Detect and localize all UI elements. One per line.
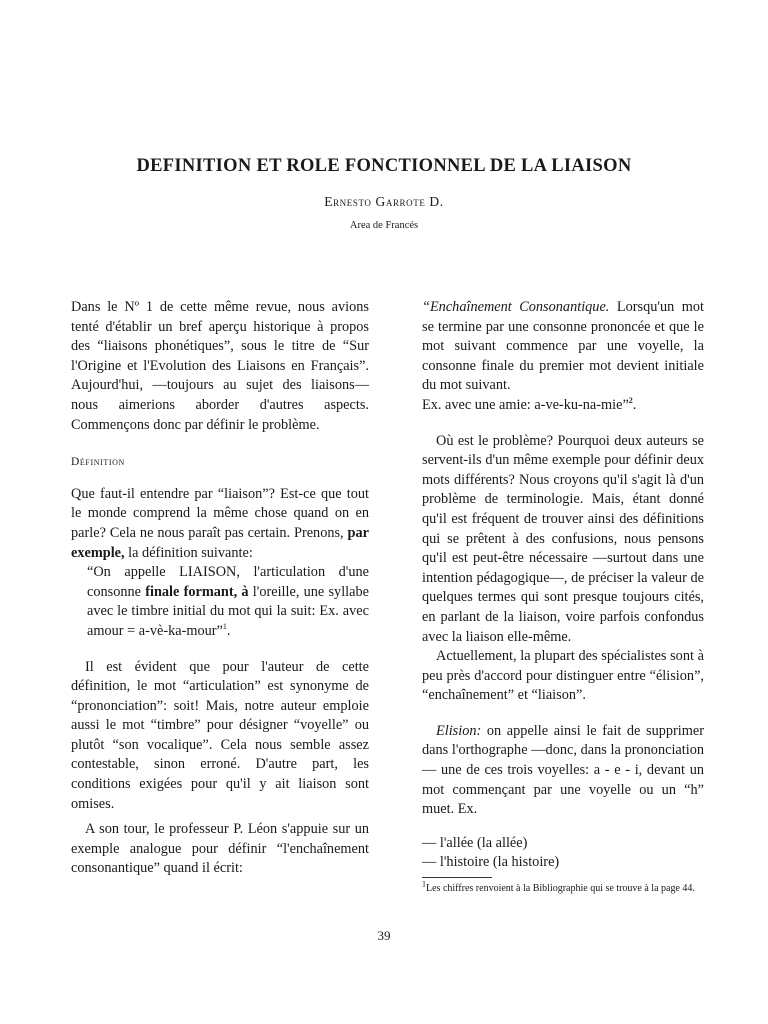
analysis-paragraph: Il est évident que pour l'auteur de cette définition, le mot “articulation” est synonyme de “prononciation”: soit! Mais, notre auteur emploie aussi le mot “timbre” pour désigner “voyelle” ou plutôt “son vocalique”. Cela nous semble assez contestable, sinon erroné. D'autre part, les conditions exigées pour qu'il y ait liaison sont omises. [71,658,369,812]
definition-text-c: la définition suivante: [124,544,253,561]
definition-paragraph [71,485,369,563]
footnote [422,881,712,897]
elision-text: on appelle ainsi le fait de supprimer dans l'orthographe —donc, dans la prononciation— une de ces trois voyelles: a - e - i, devant un mot commençant par une voyelle ou un “h” muet. Ex. [422,722,704,818]
enchainement-example: Ex. avec une amie: a-ve-ku-na-mie” [422,396,629,413]
footnote-text: Les chiffres renvoient à la Bibliographie qui se trouve à la page 44. [426,883,695,894]
list-item: — l'histoire (la histoire) [422,854,560,871]
liaison-quote [87,563,369,641]
page-number: 39 [377,928,391,943]
elision-paragraph [422,722,704,820]
definition-text-a: Que faut-il entendre par “liaison”? Est-ce que tout le monde comprend la même chose quand on en parle? Cela ne nous paraît pas certain. Prenons, [71,485,369,541]
footnote-ref-1: 1 [222,622,227,632]
intro-paragraph: Dans le Nº 1 de cette même revue, nous avions tenté d'établir un bref aperçu historique à propos des “liaisons phonétiques”, sous le titre de “Sur l'Origine et l'Evolution des Liaisons en Français”. Aujourd'hui, —toujours au sujet des liaisons— nous aimerions aborder d'autres aspects. Commençons donc par définir le problème. [71,299,369,433]
problem-paragraph: Où est le problème? Pourquoi deux auteurs se servent-ils d'un même exemple pour définir deux mots différents? Nous croyons qu'il s'agit là d'un problème de terminologie. Mais, étant donné qu'il est fréquent de trouver ainsi des définitions qui se prêtent à des confusions, nous pensons qu'il est peut-être nécessaire —surtout dans une intention pédagogique—, de préciser la valeur de quelques termes qui sont presque toujours cités, en parlant de la liaison, voire parfois confondus avec la liaison elle-même. [422,432,704,645]
quote-text-bold: finale formant, à [145,583,249,600]
right-column [422,298,704,873]
enchainement-end: . [632,396,637,413]
elision-examples [422,834,704,873]
quote-end: . [226,622,231,639]
elision-term: Elision: [436,722,482,739]
author-name: Ernesto Garrote D. [324,194,444,209]
author-affiliation: Area de Francés [349,220,419,231]
leon-paragraph: A son tour, le professeur P. Léon s'appuie sur un exemple analogue pour définir “l'enchaînement consonantique” quand il écrit: [71,821,369,877]
list-item: — l'allée (la allée) [422,834,528,851]
enchainement-quote [422,298,704,416]
footnote-divider [422,877,492,878]
definition-text-bold: par exemple, [71,524,369,561]
specialists-paragraph: Actuellement, la plupart des spécialistes sont à peu près d'accord pour distinguer entre “élision”, “enchaînement” et “liaison”. [422,648,704,704]
article-title: DEFINITION ET ROLE FONCTIONNEL DE LA LIAISON [136,156,632,176]
quote-text-c: l'oreille, une syllabe avec le timbre initial du mot qui la suit: Ex. avec amour = a-vè-ka-mour” [87,583,369,639]
quote-text-a: “On appelle LIAISON, l'articulation d'une consonne [87,564,369,600]
enchainement-text: Lorsqu'un mot se termine par une consonne prononcée et que le mot suivant commence par une voyelle, la consonne finale du premier mot devient initiale du mot suivant. [422,299,704,394]
footnote-marker: 1 [422,879,426,889]
enchainement-term: “Enchaînement Consonantique. [422,299,610,315]
section-heading-definition: Définition [71,456,125,469]
footnote-ref-2: 2 [628,396,633,406]
left-column [71,298,369,879]
